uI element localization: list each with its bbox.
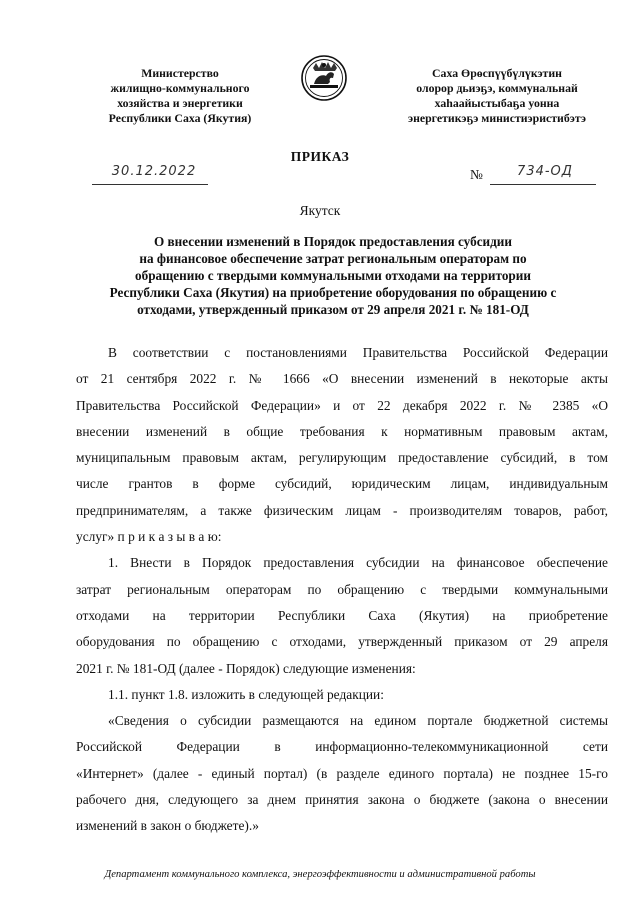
body-line: услуг» п р и к а з ы в а ю: xyxy=(76,529,222,545)
body-line: «Интернет» (далее - единый портал) (в разделе единого портала) не позднее 15-го xyxy=(76,765,608,781)
header-right-line: энергетикэҕэ министиэристибэтэ xyxy=(407,111,587,125)
body-line: В соответствии с постановлениями Правительства Российской Федерации xyxy=(108,345,608,360)
body-line: от 21 сентября 2022 г. № 1666 «О внесении изменений в некоторые акты xyxy=(76,371,608,387)
body-line: оборудования по обращению с отходами, утвержденный приказом от 29 апреля xyxy=(76,634,608,650)
number-sign: № xyxy=(470,167,483,182)
body-line: внесении изменений в общие требования к нормативным правовым актам, xyxy=(76,423,608,439)
order-date: 30.12.2022 xyxy=(111,164,197,179)
body-line: 2021 г. № 181-ОД (далее - Порядок) следующие изменения: xyxy=(76,660,416,676)
title-line: обращению с твердыми коммунальными отходами на территории xyxy=(135,268,531,283)
header-right-line: хаһаайыстыбаҕа уонна xyxy=(434,96,560,110)
body-line: «Сведения о субсидии размещаются на едином портале бюджетной системы xyxy=(108,713,608,729)
date-underline xyxy=(92,184,208,185)
order-number: 734-ОД xyxy=(517,164,573,179)
body-line: предпринимателям, а также физическим лицам - производителям товаров, работ, xyxy=(76,502,608,518)
header-right-line: Саха Өрөспүүбүлүкэтин xyxy=(432,66,562,80)
title-line: О внесении изменений в Порядок предоставления субсидии xyxy=(153,234,513,249)
ministry-name-yakut xyxy=(372,66,622,126)
department-footer: Департамент коммунального комплекса, энергоэффективности и административной работы xyxy=(104,869,536,880)
body-line: 1.1. пункт 1.8. изложить в следующей редакции: xyxy=(108,686,384,702)
header-left-line: Министерство xyxy=(141,66,219,80)
body-line: Правительства Российской Федерации» и от 22 декабря 2022 г. № 2385 «О xyxy=(76,397,608,413)
header-right-line: олорор дьиэҕэ, коммунальнай xyxy=(416,81,578,95)
order-body xyxy=(76,340,608,840)
city: Якутск xyxy=(299,203,341,218)
body-line: числе грантов в форме субсидий, юридическим лицам, индивидуальным xyxy=(76,476,608,492)
title-line: отходами, утвержденный приказом от 29 апреля 2021 г. № 181-ОД xyxy=(137,302,529,317)
header-left-line: Республики Саха (Якутия) xyxy=(108,111,252,125)
body-line: рабочего дня, следующего за днем принятия закона о бюджете (закона о внесении xyxy=(76,792,608,808)
title-line: на финансовое обеспечение затрат региональным операторам по xyxy=(139,251,527,266)
title-line: Республики Саха (Якутия) на приобретение оборудования по обращению с xyxy=(109,285,557,300)
number-underline xyxy=(490,184,596,185)
coat-of-arms-emblem xyxy=(300,54,348,102)
body-line: 1. Внести в Порядок предоставления субсидии на финансовое обеспечение xyxy=(108,555,608,571)
ministry-name-russian xyxy=(70,66,290,126)
body-line: муниципальным правовым актам, регулирующим предоставление субсидий, в том xyxy=(76,450,608,466)
header-left-line: хозяйства и энергетики xyxy=(117,96,243,110)
order-title xyxy=(78,233,588,318)
body-line: Российской Федерации в информационно-телекоммуникационной сети xyxy=(76,739,608,755)
header-left-line: жилищно-коммунального xyxy=(110,81,250,95)
body-line: отходами на территории Республики Саха (Якутия) на приобретение xyxy=(76,607,608,623)
body-line: затрат региональным операторам по обращению с твердыми коммунальными xyxy=(76,581,608,597)
body-line: изменений в закон о бюджете).» xyxy=(76,818,259,834)
document-type: ПРИКАЗ xyxy=(290,149,350,164)
